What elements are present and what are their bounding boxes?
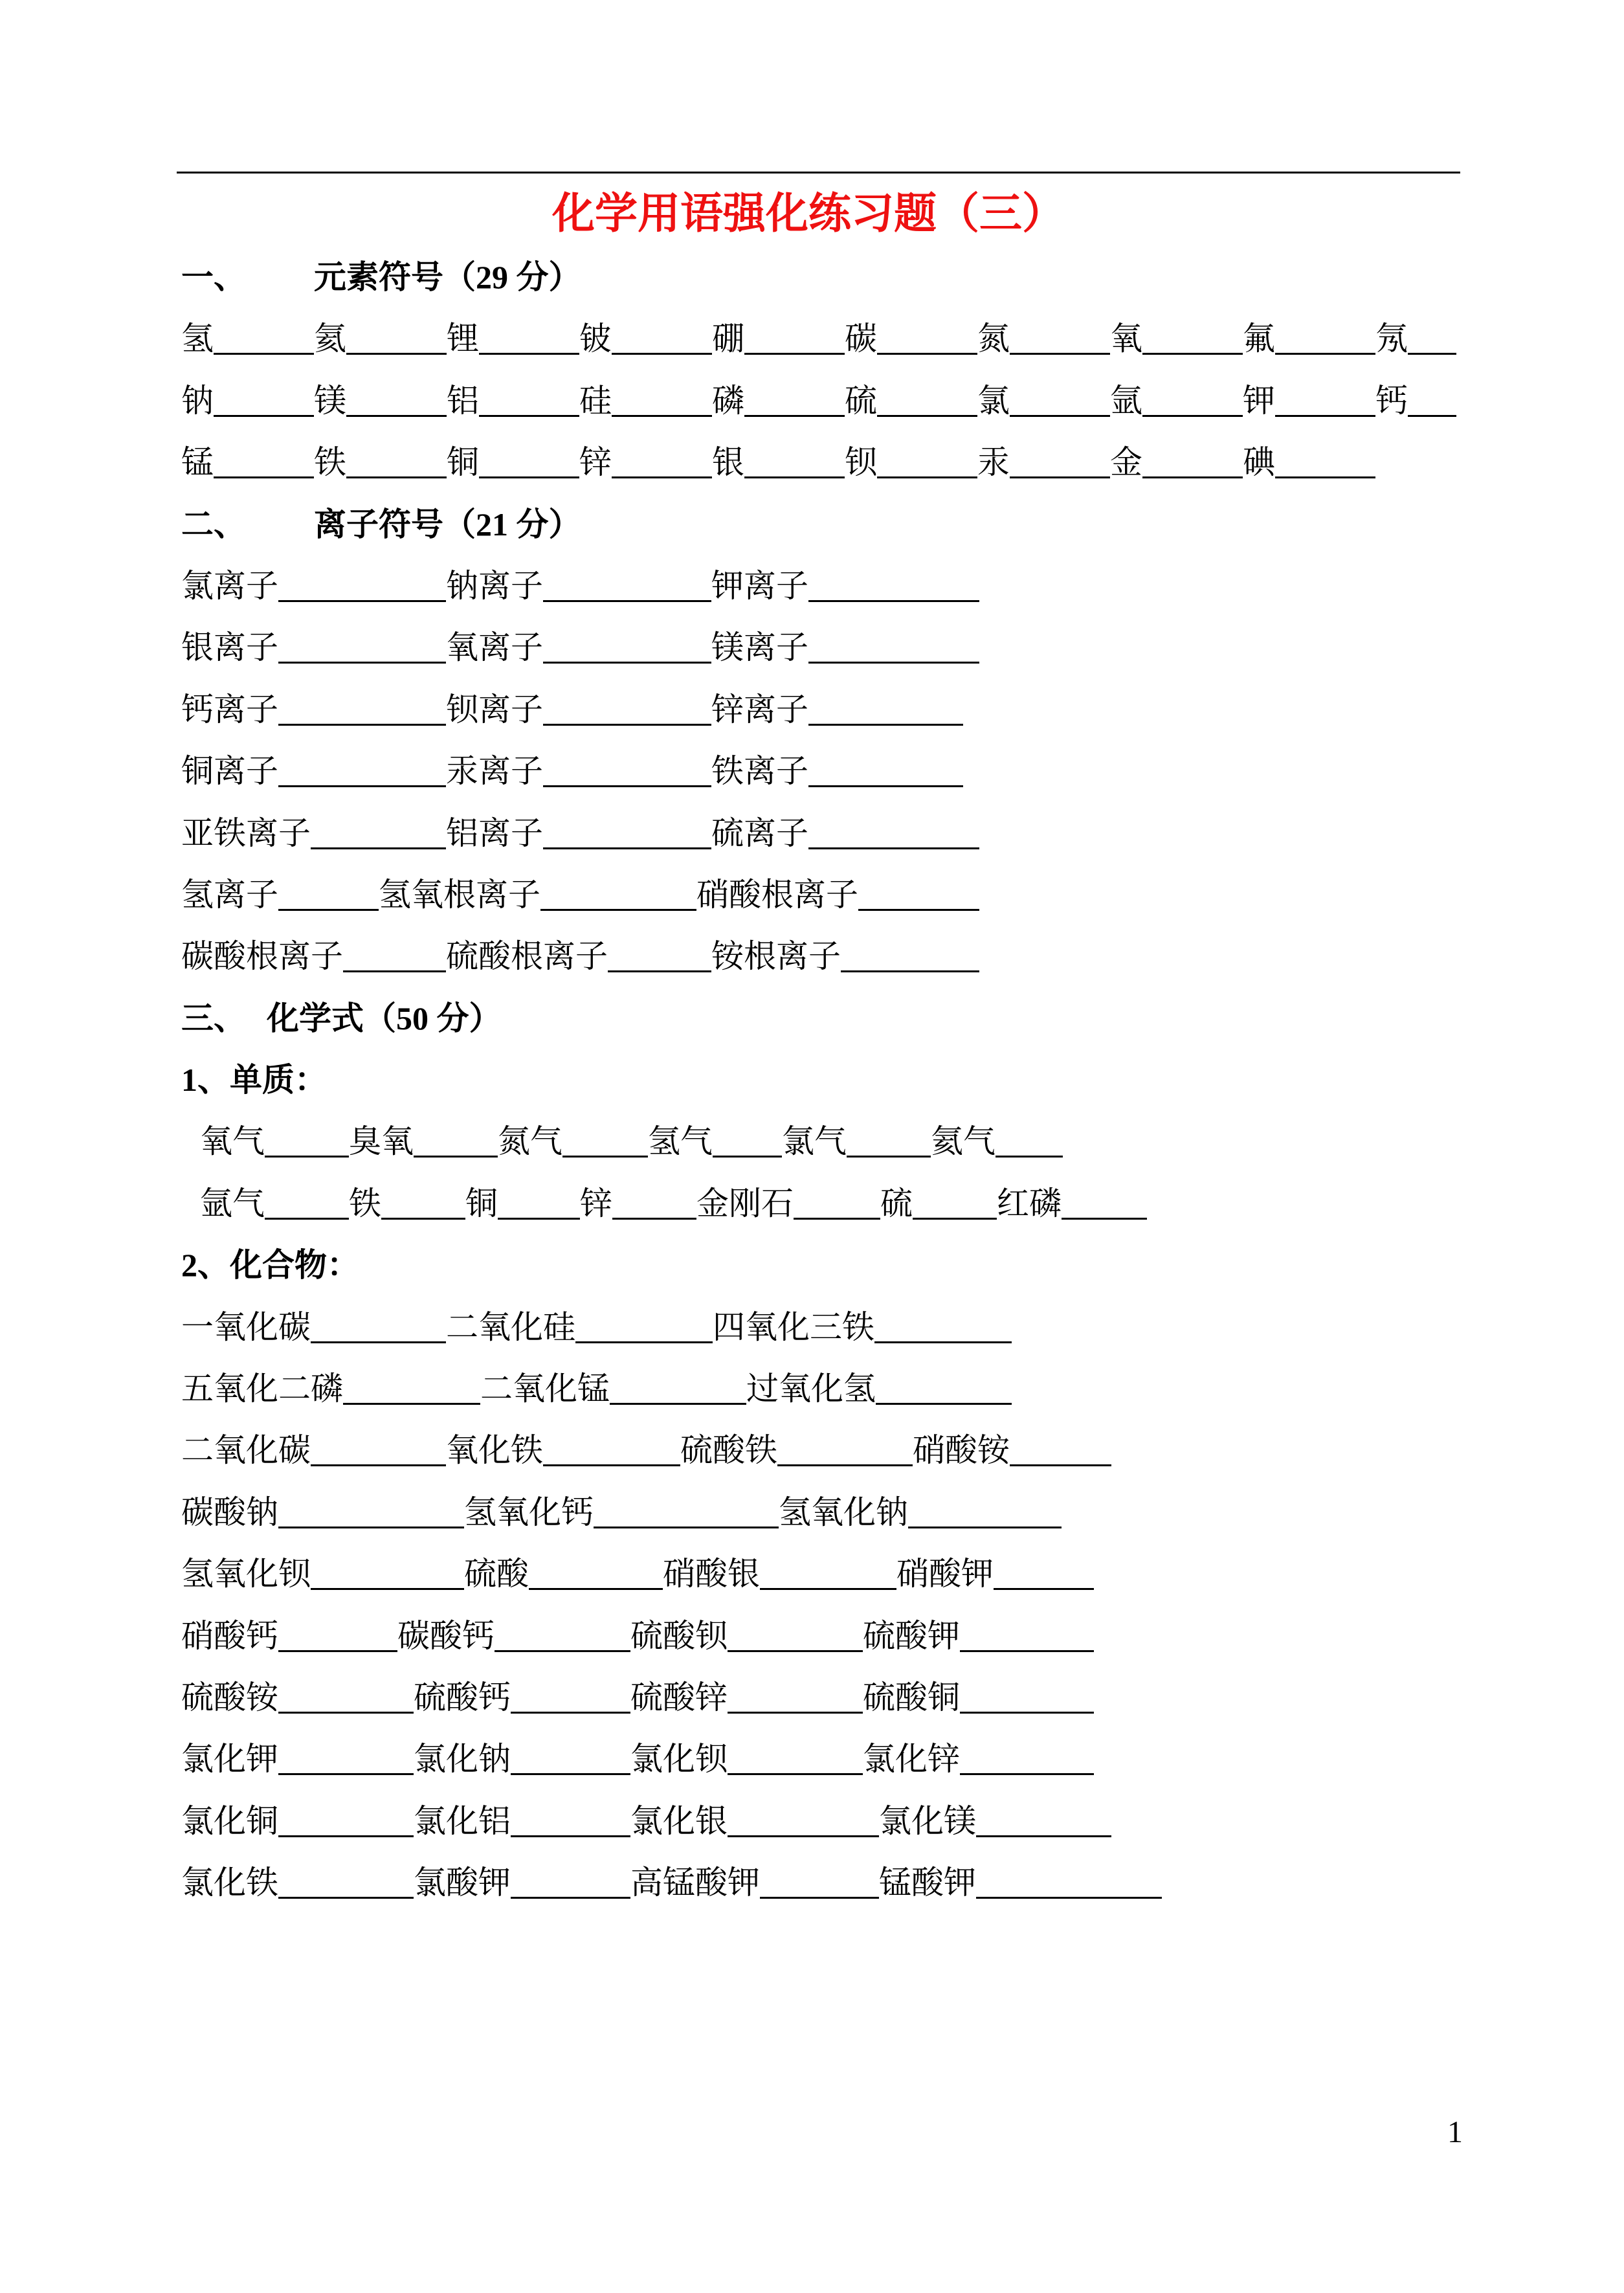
answer-blank	[278, 1650, 397, 1652]
element-name: 硫	[845, 382, 877, 419]
answer-blank	[594, 1527, 779, 1528]
element-name: 硅	[579, 382, 612, 419]
compound-name: 硫酸锌	[630, 1679, 728, 1716]
compound-name: 氯化镁	[879, 1802, 976, 1839]
compound-name: 二氧化锰	[480, 1370, 610, 1407]
ion-name: 氧离子	[446, 629, 543, 666]
answer-blank	[278, 1897, 414, 1899]
answer-blank	[265, 1156, 349, 1158]
answer-blank	[311, 847, 446, 849]
substance-name: 氢气	[648, 1123, 713, 1160]
ion-name: 镁离子	[711, 629, 808, 666]
substance-name: 氦气	[931, 1123, 996, 1160]
answer-blank	[877, 476, 977, 478]
answer-blank	[960, 1773, 1094, 1775]
answer-blank	[511, 1835, 630, 1837]
compound-row	[181, 1728, 1573, 1790]
ion-name: 硫酸根离子	[446, 938, 608, 975]
answer-blank	[278, 1527, 464, 1528]
answer-blank	[346, 476, 447, 478]
ion-name: 氢氧根离子	[379, 876, 540, 913]
answer-blank	[744, 353, 845, 355]
element-name: 碳	[845, 320, 877, 357]
answer-blank	[278, 1712, 414, 1714]
substance-name: 铜	[465, 1185, 498, 1222]
ion-name: 银离子	[181, 629, 278, 666]
answer-blank	[610, 1403, 746, 1405]
ion-name: 汞离子	[446, 753, 543, 790]
answer-blank	[808, 662, 979, 664]
answer-blank	[976, 1835, 1111, 1837]
answer-blank	[1275, 415, 1375, 417]
element-name: 汞	[977, 444, 1010, 481]
answer-blank	[1010, 415, 1110, 417]
answer-blank	[529, 1588, 663, 1590]
answer-blank	[1010, 353, 1110, 355]
compound-name: 氯化锌	[863, 1741, 960, 1778]
element-name: 氩	[1110, 382, 1142, 419]
answer-blank	[543, 724, 711, 726]
subsection-heading	[181, 1049, 1573, 1111]
element-name: 钙	[1375, 382, 1408, 419]
element-name: 镁	[314, 382, 346, 419]
answer-blank	[996, 1156, 1063, 1158]
answer-blank	[612, 353, 712, 355]
answer-blank	[265, 1218, 349, 1220]
answer-blank	[612, 1218, 696, 1220]
elemental-substance-row	[181, 1111, 1573, 1172]
compound-name: 氯化钠	[414, 1741, 511, 1778]
answer-blank	[543, 1464, 680, 1466]
answer-blank	[543, 847, 711, 849]
element-name: 钾	[1243, 382, 1275, 419]
header-rule	[177, 172, 1460, 173]
element-symbol-row	[181, 308, 1573, 370]
answer-blank	[479, 415, 579, 417]
element-name: 氟	[1243, 320, 1275, 357]
compound-row	[181, 1667, 1573, 1728]
compound-name: 硫酸钙	[414, 1679, 511, 1716]
answer-blank	[575, 1341, 713, 1343]
compound-name: 硫酸铜	[863, 1679, 960, 1716]
element-name: 氦	[314, 320, 346, 357]
section-number: 二、	[181, 506, 246, 542]
ion-name: 钡离子	[446, 691, 543, 728]
compound-name: 氢氧化钠	[779, 1493, 908, 1530]
element-name: 磷	[712, 382, 744, 419]
answer-blank	[343, 970, 446, 972]
substance-name: 氩气	[200, 1185, 265, 1222]
elemental-substance-row	[181, 1173, 1573, 1235]
section-heading	[181, 494, 1573, 555]
substance-name: 氧气	[200, 1123, 265, 1160]
element-name: 氯	[977, 382, 1010, 419]
compound-name: 氢氧化钙	[464, 1493, 594, 1530]
answer-blank	[346, 415, 447, 417]
substance-name: 红磷	[997, 1185, 1062, 1222]
compound-row	[181, 1420, 1573, 1481]
answer-blank	[713, 1156, 782, 1158]
substance-name: 硫	[880, 1185, 913, 1222]
answer-blank	[1408, 415, 1456, 417]
ion-symbol-row	[181, 803, 1573, 864]
answer-blank	[562, 1156, 648, 1158]
answer-blank	[794, 1218, 880, 1220]
answer-blank	[381, 1218, 465, 1220]
compound-name: 一氧化碳	[181, 1308, 311, 1345]
section-title: 化学式（50 分）	[267, 1000, 502, 1036]
answer-blank	[876, 1403, 1012, 1405]
answer-blank	[960, 1712, 1094, 1714]
compound-name: 硝酸银	[663, 1556, 760, 1593]
answer-blank	[543, 662, 711, 664]
answer-blank	[311, 1341, 446, 1343]
section-title: 离子符号（21 分）	[314, 506, 581, 542]
answer-blank	[214, 415, 314, 417]
compound-name: 氯化铜	[181, 1802, 278, 1839]
answer-blank	[278, 785, 446, 787]
ion-symbol-row	[181, 679, 1573, 741]
answer-blank	[1010, 1464, 1111, 1466]
element-name: 氧	[1110, 320, 1142, 357]
answer-blank	[808, 847, 979, 849]
ion-name: 钾离子	[711, 567, 808, 604]
ion-name: 铜离子	[181, 753, 278, 790]
answer-blank	[543, 785, 711, 787]
element-name: 锰	[181, 444, 214, 481]
answer-blank	[511, 1897, 630, 1899]
element-name: 铜	[447, 444, 479, 481]
section-title: 元素符号（29 分）	[314, 259, 581, 295]
ion-name: 氯离子	[181, 567, 278, 604]
element-name: 钡	[845, 444, 877, 481]
ion-name: 钙离子	[181, 691, 278, 728]
answer-blank	[214, 353, 314, 355]
element-name: 锌	[579, 444, 612, 481]
ion-name: 铵根离子	[711, 938, 841, 975]
answer-blank	[414, 1156, 498, 1158]
answer-blank	[1275, 353, 1375, 355]
compound-name: 硫酸铵	[181, 1679, 278, 1716]
answer-blank	[877, 415, 977, 417]
ion-name: 氢离子	[181, 876, 278, 913]
compound-row	[181, 1297, 1573, 1358]
answer-blank	[994, 1588, 1094, 1590]
compound-row	[181, 1605, 1573, 1667]
answer-blank	[311, 1588, 464, 1590]
compound-name: 硝酸铵	[913, 1432, 1010, 1469]
answer-blank	[808, 724, 963, 726]
answer-blank	[479, 476, 579, 478]
answer-blank	[1010, 476, 1110, 478]
answer-blank	[346, 353, 447, 355]
compound-name: 高锰酸钾	[630, 1864, 760, 1901]
answer-blank	[495, 1650, 630, 1652]
compound-name: 四氧化三铁	[713, 1308, 874, 1345]
element-symbol-row	[181, 432, 1573, 493]
answer-blank	[214, 476, 314, 478]
worksheet-body	[181, 247, 1573, 1914]
compound-name: 五氧化二磷	[181, 1370, 343, 1407]
answer-blank	[728, 1650, 863, 1652]
compound-row	[181, 1358, 1573, 1420]
ion-name: 碳酸根离子	[181, 938, 343, 975]
answer-blank	[1062, 1218, 1147, 1220]
compound-name: 硫酸铁	[680, 1432, 777, 1469]
subsection-title: 2、化合物：	[181, 1247, 359, 1284]
answer-blank	[278, 724, 446, 726]
compound-row	[181, 1482, 1573, 1543]
answer-blank	[847, 1156, 931, 1158]
answer-blank	[728, 1712, 863, 1714]
answer-blank	[608, 970, 711, 972]
answer-blank	[278, 600, 446, 602]
answer-blank	[1275, 476, 1375, 478]
substance-name: 金刚石	[696, 1185, 794, 1222]
answer-blank	[777, 1464, 913, 1466]
compound-name: 二氧化碳	[181, 1432, 311, 1469]
compound-name: 锰酸钾	[879, 1864, 976, 1901]
answer-blank	[744, 415, 845, 417]
element-name: 锂	[447, 320, 479, 357]
element-name: 铁	[314, 444, 346, 481]
compound-name: 氧化铁	[446, 1432, 543, 1469]
substance-name: 氮气	[498, 1123, 562, 1160]
compound-name: 氢氧化钡	[181, 1556, 311, 1593]
answer-blank	[808, 785, 963, 787]
compound-name: 氯化钡	[630, 1741, 728, 1778]
substance-name: 锌	[580, 1185, 612, 1222]
element-name: 氖	[1375, 320, 1408, 357]
ion-name: 锌离子	[711, 691, 808, 728]
answer-blank	[1408, 353, 1456, 355]
ion-symbol-row	[181, 555, 1573, 617]
element-name: 银	[712, 444, 744, 481]
answer-blank	[278, 1835, 414, 1837]
answer-blank	[1142, 476, 1243, 478]
answer-blank	[728, 1835, 879, 1837]
answer-blank	[511, 1712, 630, 1714]
element-name: 钠	[181, 382, 214, 419]
answer-blank	[808, 600, 979, 602]
answer-blank	[543, 600, 711, 602]
compound-name: 硫酸	[464, 1556, 529, 1593]
answer-blank	[1142, 415, 1243, 417]
answer-blank	[960, 1650, 1094, 1652]
ion-symbol-row	[181, 617, 1573, 678]
compound-name: 碳酸钙	[397, 1617, 495, 1654]
page-number: 1	[1447, 2115, 1463, 2149]
compound-name: 硫酸钾	[863, 1617, 960, 1654]
worksheet-title: 化学用语强化练习题（三）	[552, 190, 1065, 238]
answer-blank	[858, 909, 979, 911]
compound-row	[181, 1852, 1573, 1914]
ion-name: 钠离子	[446, 567, 543, 604]
compound-name: 氯化铝	[414, 1802, 511, 1839]
element-name: 铍	[579, 320, 612, 357]
substance-name: 氯气	[782, 1123, 847, 1160]
compound-name: 二氧化硅	[446, 1308, 575, 1345]
subsection-title: 1、单质：	[181, 1062, 327, 1099]
answer-blank	[913, 1218, 997, 1220]
answer-blank	[278, 1773, 414, 1775]
section-number: 三、	[181, 1000, 246, 1036]
section-heading	[181, 247, 1573, 308]
compound-name: 硝酸钾	[896, 1556, 994, 1593]
answer-blank	[540, 909, 696, 911]
ion-name: 硝酸根离子	[696, 876, 858, 913]
compound-name: 氯化银	[630, 1802, 728, 1839]
subsection-heading	[181, 1235, 1573, 1296]
answer-blank	[908, 1527, 1062, 1528]
answer-blank	[1142, 353, 1243, 355]
substance-name: 臭氧	[349, 1123, 414, 1160]
ion-name: 铝离子	[446, 814, 543, 851]
answer-blank	[612, 415, 712, 417]
compound-name: 氯化铁	[181, 1864, 278, 1901]
answer-blank	[841, 970, 979, 972]
element-name: 碘	[1243, 444, 1275, 481]
answer-blank	[278, 662, 446, 664]
answer-blank	[744, 476, 845, 478]
element-name: 铝	[447, 382, 479, 419]
element-name: 氢	[181, 320, 214, 357]
compound-name: 碳酸钠	[181, 1493, 278, 1530]
ion-name: 硫离子	[711, 814, 808, 851]
ion-symbol-row	[181, 864, 1573, 926]
answer-blank	[311, 1464, 446, 1466]
answer-blank	[728, 1773, 863, 1775]
compound-name: 硫酸钡	[630, 1617, 728, 1654]
compound-name: 过氧化氢	[746, 1370, 876, 1407]
answer-blank	[760, 1588, 896, 1590]
ion-name: 亚铁离子	[181, 814, 311, 851]
compound-name: 硝酸钙	[181, 1617, 278, 1654]
compound-name: 氯化钾	[181, 1741, 278, 1778]
answer-blank	[498, 1218, 580, 1220]
element-name: 金	[1110, 444, 1142, 481]
ion-name: 铁离子	[711, 753, 808, 790]
compound-row	[181, 1791, 1573, 1852]
answer-blank	[343, 1403, 480, 1405]
answer-blank	[874, 1341, 1012, 1343]
compound-name: 氯酸钾	[414, 1864, 511, 1901]
answer-blank	[612, 476, 712, 478]
answer-blank	[877, 353, 977, 355]
substance-name: 铁	[349, 1185, 381, 1222]
element-name: 氮	[977, 320, 1010, 357]
answer-blank	[479, 353, 579, 355]
answer-blank	[511, 1773, 630, 1775]
element-symbol-row	[181, 370, 1573, 432]
ion-symbol-row	[181, 926, 1573, 987]
compound-row	[181, 1543, 1573, 1605]
ion-symbol-row	[181, 741, 1573, 802]
element-name: 硼	[712, 320, 744, 357]
answer-blank	[760, 1897, 879, 1899]
answer-blank	[976, 1897, 1162, 1899]
answer-blank	[278, 909, 379, 911]
section-number: 一、	[181, 259, 246, 295]
section-heading	[181, 988, 1573, 1049]
